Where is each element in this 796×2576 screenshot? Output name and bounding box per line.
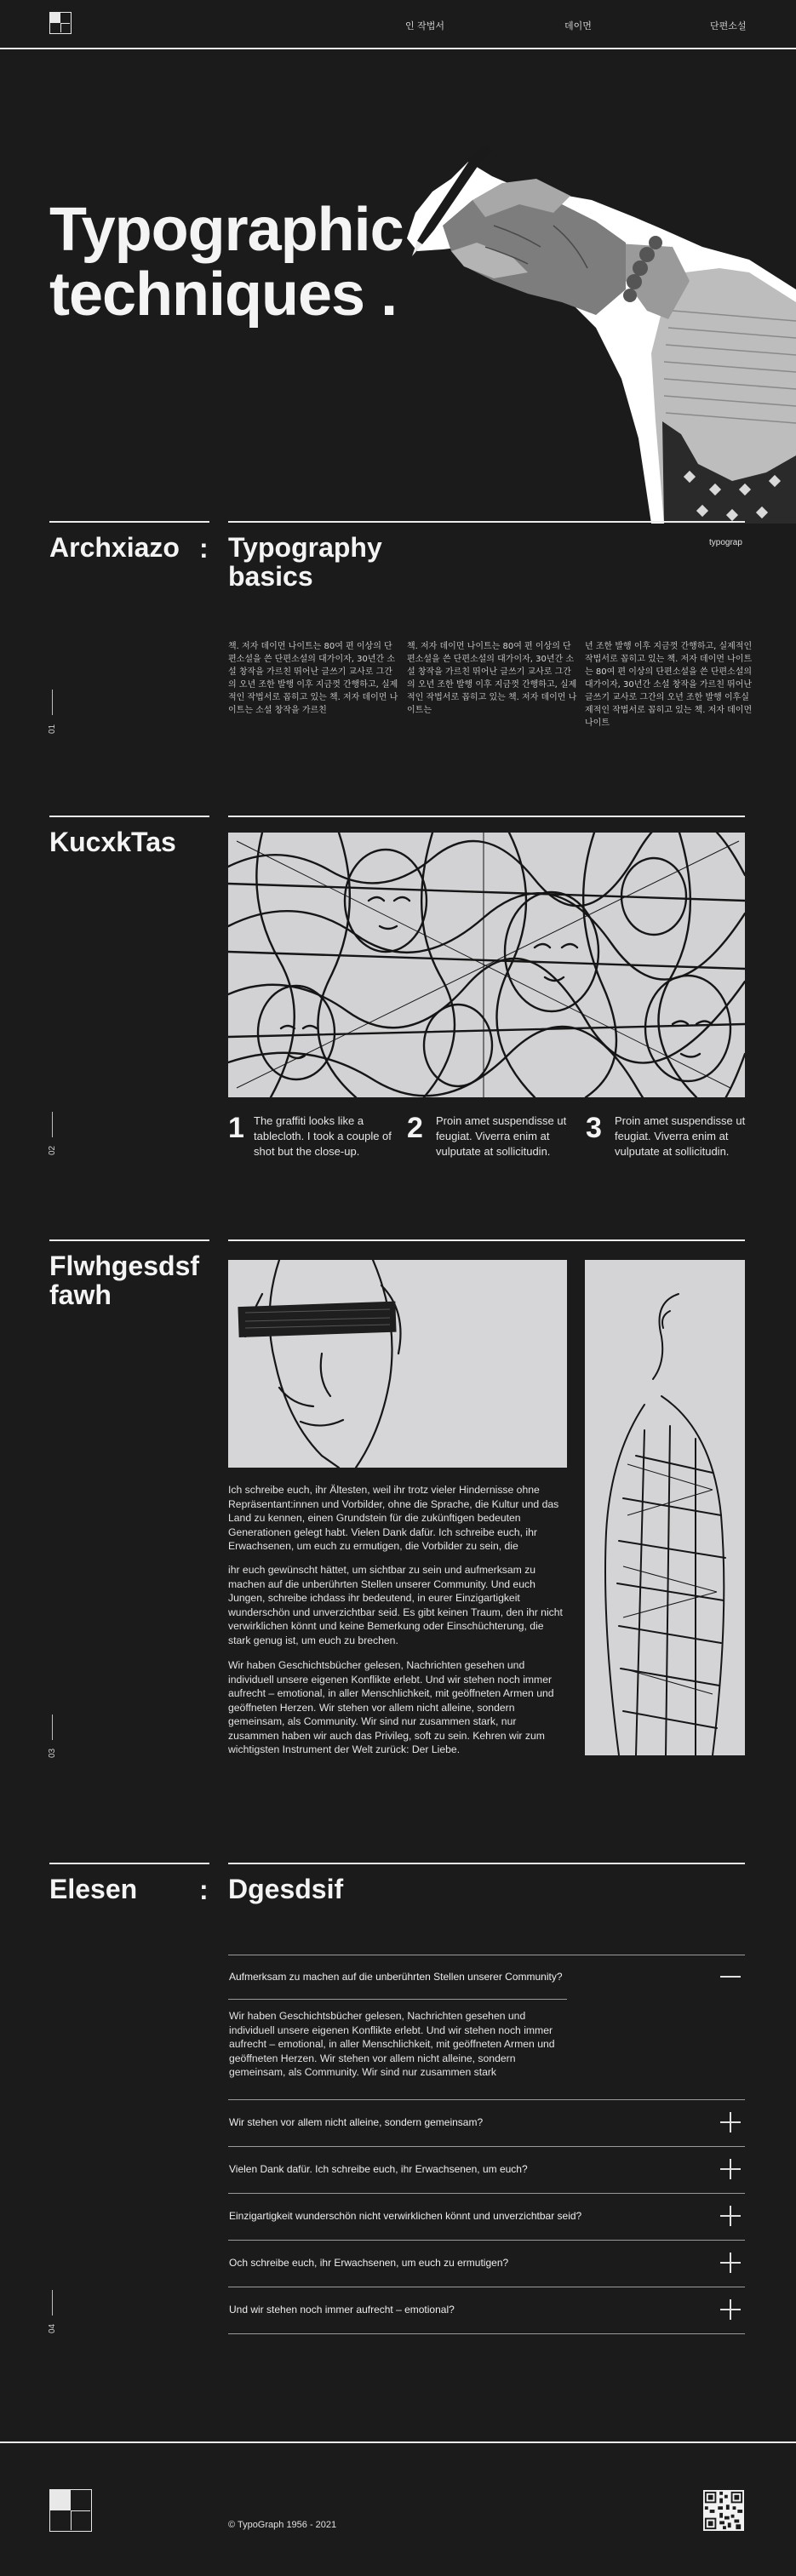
faq-question-4[interactable]: Einzigartigkeit wunderschön nicht verwirklichen könnt und unverzichtbar seid? [229,2210,582,2222]
section2-rule-left [49,816,209,817]
section1-rule-right [228,521,745,523]
qr-code-icon [703,2490,744,2531]
nav-link-3[interactable]: 단편소설 [710,20,747,31]
site-header [0,0,796,49]
section4-side-line [52,2290,53,2316]
expand-icon[interactable] [720,2159,741,2179]
step-1-text: The graffiti looks like a tablecloth. I took a couple of shot but the close-up. [254,1114,392,1158]
faq-divider [228,2146,745,2147]
faq-divider [228,1999,567,2000]
section2-number: 02 [48,1145,57,1155]
section3-label [49,1251,199,1309]
faq-question-6[interactable]: Und wir stehen noch immer aufrecht – emotional? [229,2304,455,2316]
section1-column-2: 책. 저자 데이먼 나이트는 80여 편 이상의 단편소설을 쓴 단편소설의 대가이자, 30년간 소설 창작을 가르친 뛰어난 글쓰기 교사로 그간의 오년 조한 발행 이후 지금껏 간행하고, 실제적인 작법서로 꼽히고 있는 책. 저자 데이먼 나이트는 [407,642,577,715]
section1-side-line [52,690,53,715]
expand-icon[interactable] [720,2206,741,2226]
faq-divider [228,2333,745,2334]
section1-label: Archxiazo [49,532,180,563]
section3-label-line2: fawh [49,1279,112,1310]
section2-side-line [52,1112,53,1137]
hero-title-line1: Typographic [49,196,404,264]
section4-colon: : [199,1875,209,1905]
section3-number: 03 [48,1748,57,1758]
faq-question-2[interactable]: Wir stehen vor allem nicht alleine, sondern gemeinsam? [229,2116,484,2128]
section2-rule-right [228,816,745,817]
section4-number: 04 [48,2323,57,2333]
faq-divider [228,2099,745,2100]
section1-number: 01 [48,724,57,734]
section3-rule-right [228,1239,745,1241]
section3-paragraph-2: ihr euch gewünscht hättet, um sichtbar zu sein und aufmerksam zu machen auf die unberührten Stellen unserer Community. Und euch Jungen, schreibe ichdass ihr bedeutend, in eurer Einzigartigkeit wunderschön und unverzichtbar seid. Es gibt keinen Traum, den ihr nicht verwirklichen könnt und keine Bemerkung oder Einschüchterung, die stark genug ist, um euch zu brechen. [228,1564,563,1646]
nav-link-2[interactable]: 데이먼 [564,20,592,31]
section4-rule-right [228,1863,745,1864]
section3-rule-left [49,1239,209,1241]
expand-icon[interactable] [720,2112,741,2132]
section2-label: KucxkTas [49,827,176,857]
figure-sketch-image [585,1260,745,1755]
section1-title-line1: Typography [228,532,382,563]
expand-icon[interactable] [720,2253,741,2273]
hero-title-line2: techniques . [49,260,398,329]
step-3-number: 3 [586,1112,602,1144]
step-2-text: Proin amet suspendisse ut feugiat. Viverra enim at vulputate at sollicitudin. [436,1114,567,1158]
graffiti-image [228,833,745,1097]
faq-answer-1: Wir haben Geschichtsbücher gelesen, Nachrichten gesehen und individuell unsere eigenen Konflikte erlebt. Und wir stehen noch immer aufrecht – emotional, in aller Menschlichkeit, mit geöffneten Armen und geöffneten Herzen. Wir stehen vor allem nicht alleine, sondern gemeinsam, als Community. Wir sind nur zusammen stark [229,2010,555,2078]
faq-question-1[interactable]: Aufmerksam zu machen auf die unberührten Stellen unserer Community? [229,1971,563,1983]
copyright-text: © TypoGraph 1956 - 2021 [228,2520,337,2530]
hand-with-pen-image [392,98,796,524]
face-sketch-image [228,1260,567,1468]
footer-rule [0,2441,796,2443]
expand-icon[interactable] [720,2299,741,2320]
section1-rule-left [49,521,209,523]
hero-title [49,197,404,327]
faq-question-5[interactable]: Och schreibe euch, ihr Erwachsenen, um euch zu ermutigen? [229,2257,509,2269]
faq-divider [228,2240,745,2241]
section1-title-line2: basics [228,561,313,592]
section3-label-line1: Flwhgesdsf [49,1251,200,1281]
section4-label: Elesen [49,1874,138,1904]
logo-icon[interactable] [49,12,72,34]
footer-logo-icon[interactable] [49,2489,92,2532]
step-1-number: 1 [228,1112,244,1144]
section4-rule-left [49,1863,209,1864]
section1-tag: typograp [709,538,742,547]
section1-title [228,533,382,591]
faq-divider [228,2193,745,2194]
step-3-text: Proin amet suspendisse ut feugiat. Viverra enim at vulputate at sollicitudin. [615,1114,746,1158]
section3-paragraph-1: Ich schreibe euch, ihr Ältesten, weil ihr trotz vieler Hindernisse ohne Repräsentant:innen und Vorbilder, ohne die Sprache, die Kultur und das Land zu kennen, einen Grundstein für die zukünftigen bedeuten Generationen gelegt habt. Vielen Dank dafür. Ich schreibe euch, ihr Erwachsenen, um euch zu ermutigen, die Vorbilder zu sein, die [228,1484,559,1552]
section1-column-3: 년 조한 발행 이후 지금껏 간행하고, 실제적인 작법서로 꼽히고 있는 책. 저자 데이먼 나이트는 80여 편 이상의 단편소설을 쓴 단편소설의 대가이자, 30년간 소설 창작을 가르친 뛰어난 글쓰기 교사로 그간의 오년 조한 발행 이후실제적인 작법서로 꼽히고 있는 책. 저자 데이먼 나이트 [585,642,753,728]
section3-paragraph-3: Wir haben Geschichtsbücher gelesen, Nachrichten gesehen und individuell unsere eigenen Konflikte erlebt. Und wir stehen noch immer aufrecht – emotional, in aller Menschlichkeit, mit geöffneten Armen und geöffneten Herzen. Wir stehen vor allem nicht alleine, sondern gemeinsam, als Community. Wir sind nur zusammen stark, nur zusammen haben wir auch das Privileg, soft zu sein. Kehren wir zum wichtigsten Instrument der Welt zurück: Der Liebe. [228,1659,554,1755]
section1-column-1: 책. 저자 데이먼 나이트는 80여 편 이상의 단편소설을 쓴 단편소설의 대가이자, 30년간 소설 창작을 가르친 뛰어난 글쓰기 교사로 그간의 오년 조한 발행 이후 지금껏 간행하고, 실제적인 작법서로 꼽히고 있는 책. 저자 데이먼 나이트는 소설 창작을 가르친 [228,642,398,715]
step-2-number: 2 [407,1112,423,1144]
faq-question-3[interactable]: Vielen Dank dafür. Ich schreibe euch, ihr Erwachsenen, um euch? [229,2163,528,2175]
section3-side-line [52,1714,53,1740]
section1-colon: : [199,533,209,564]
section4-title: Dgesdsif [228,1874,344,1904]
nav-link-1[interactable]: 인 작법서 [405,20,445,31]
collapse-icon[interactable] [720,1966,741,1987]
